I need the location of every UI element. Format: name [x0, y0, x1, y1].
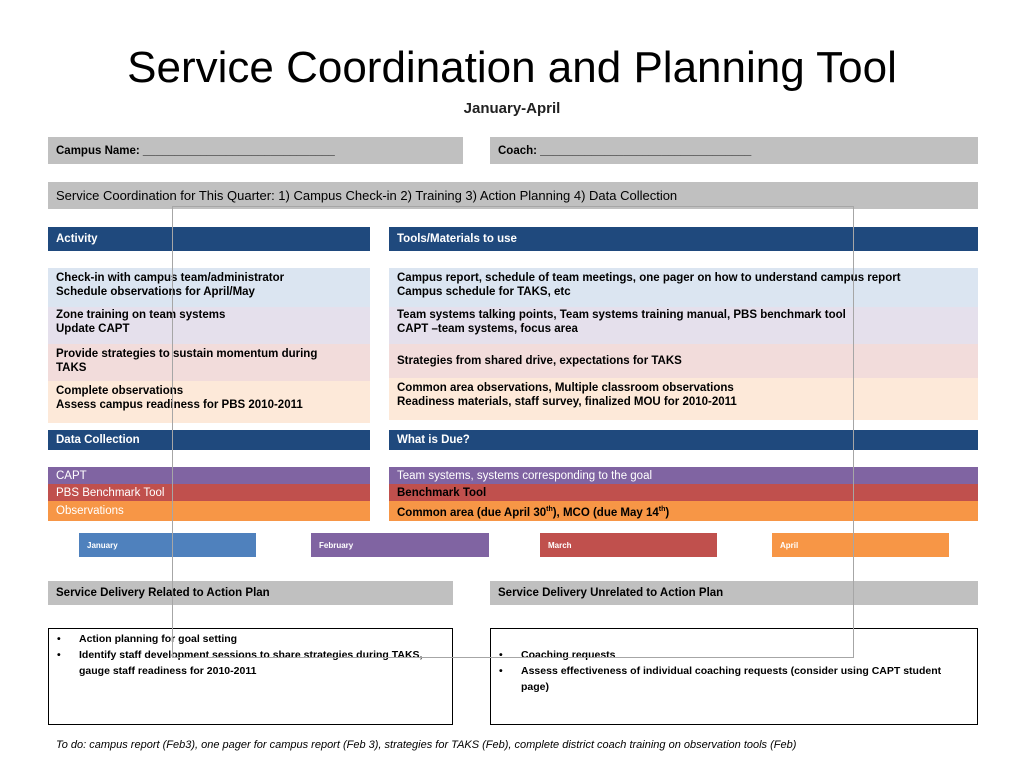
- activity-group-1: [48, 268, 370, 307]
- what-due-header-label: What is Due?: [397, 434, 470, 446]
- list-item: Campus schedule for TAKS, etc: [397, 286, 571, 298]
- month-label: February: [319, 540, 354, 550]
- list-item: • Action planning for goal setting: [79, 631, 444, 647]
- month-label: March: [548, 540, 572, 550]
- month-label: April: [780, 540, 799, 550]
- data-collection-header-label: Data Collection: [56, 434, 140, 446]
- campus-name-label: Campus Name: ______________________________: [56, 144, 335, 157]
- month-april: [772, 533, 949, 557]
- tools-header: [389, 227, 978, 251]
- tools-column: [389, 268, 978, 413]
- due-row-benchmark: [389, 484, 978, 501]
- activity-group-4: [48, 381, 370, 423]
- tools-group-3: [389, 344, 978, 378]
- list-item: Common area observations, Multiple classroom observations: [397, 382, 734, 394]
- list-item: Strategies from shared drive, expectations for TAKS: [397, 355, 682, 367]
- activity-group-3: [48, 344, 370, 381]
- page-subtitle: January-April: [463, 100, 561, 117]
- tools-header-label: Tools/Materials to use: [397, 233, 517, 245]
- list-item: Provide strategies to sustain momentum during TAKS: [56, 348, 318, 374]
- unrelated-header: [490, 581, 978, 605]
- coach-label: Coach: _________________________________: [498, 144, 752, 157]
- data-collection-header: [48, 430, 370, 450]
- campus-name-field: [48, 137, 463, 164]
- list-item: Readiness materials, staff survey, finalized MOU for 2010-2011: [397, 396, 737, 408]
- data-row-name: PBS Benchmark Tool: [56, 486, 165, 499]
- unrelated-list: [491, 647, 957, 695]
- list-item: • Coaching requests: [521, 647, 957, 663]
- due-row-observations: [389, 501, 978, 521]
- list-item: Schedule observations for April/May: [56, 286, 255, 298]
- month-label: January: [87, 540, 118, 550]
- month-february: [311, 533, 489, 557]
- list-item: Assess campus readiness for PBS 2010-2011: [56, 399, 303, 411]
- related-header: [48, 581, 453, 605]
- quarter-text: Service Coordination for This Quarter: 1) Campus Check-in 2) Training 3) Action Planning 4) Data Collection: [56, 188, 678, 203]
- due-row-capt: [389, 467, 978, 484]
- list-item: Update CAPT: [56, 323, 130, 335]
- coach-field: [490, 137, 978, 164]
- list-item: Complete observations: [56, 385, 184, 397]
- list-item: Team systems talking points, Team systems training manual, PBS benchmark tool: [397, 309, 846, 321]
- data-row-benchmark: [48, 484, 370, 501]
- list-item: Campus report, schedule of team meetings, one pager on how to understand campus report: [397, 272, 901, 284]
- tools-group-2: [389, 307, 978, 344]
- what-due-header: [389, 430, 978, 450]
- list-item: • Identify staff development sessions to share strategies during TAKS, gauge staff readiness for 2010-2011: [79, 647, 444, 679]
- related-header-label: Service Delivery Related to Action Plan: [56, 587, 270, 599]
- due-row-text: Benchmark Tool: [397, 486, 487, 499]
- quarter-bar: [48, 182, 978, 209]
- activity-header: [48, 227, 370, 251]
- due-row-text: Team systems, systems corresponding to the goal: [397, 469, 653, 482]
- list-item: Zone training on team systems: [56, 309, 226, 321]
- tools-group-4: [389, 378, 978, 420]
- data-row-capt: [48, 467, 370, 484]
- activity-group-2: [48, 307, 370, 344]
- tools-group-1: [389, 268, 978, 307]
- related-box: [48, 628, 453, 725]
- unrelated-box: [490, 628, 978, 725]
- month-march: [540, 533, 717, 557]
- month-january: [79, 533, 256, 557]
- page-title: Service Coordination and Planning Tool: [127, 43, 897, 92]
- list-item: • Assess effectiveness of individual coaching requests (consider using CAPT student page): [521, 663, 957, 695]
- data-row-observations: [48, 501, 370, 521]
- list-item: Check-in with campus team/administrator: [56, 272, 285, 284]
- activity-column: [48, 268, 370, 413]
- activity-header-label: Activity: [56, 233, 98, 245]
- todo-note: To do: campus report (Feb3), one pager for campus report (Feb 3), strategies for TAKS (Feb), complete district coach training on observation tools (Feb): [56, 739, 797, 751]
- related-list: [49, 631, 444, 679]
- list-item: CAPT –team systems, focus area: [397, 323, 578, 335]
- due-row-text: Common area (due April 30th), MCO (due May 14th): [397, 505, 670, 519]
- unrelated-header-label: Service Delivery Unrelated to Action Plan: [498, 587, 724, 599]
- data-row-name: CAPT: [56, 469, 87, 482]
- data-row-name: Observations: [56, 505, 124, 517]
